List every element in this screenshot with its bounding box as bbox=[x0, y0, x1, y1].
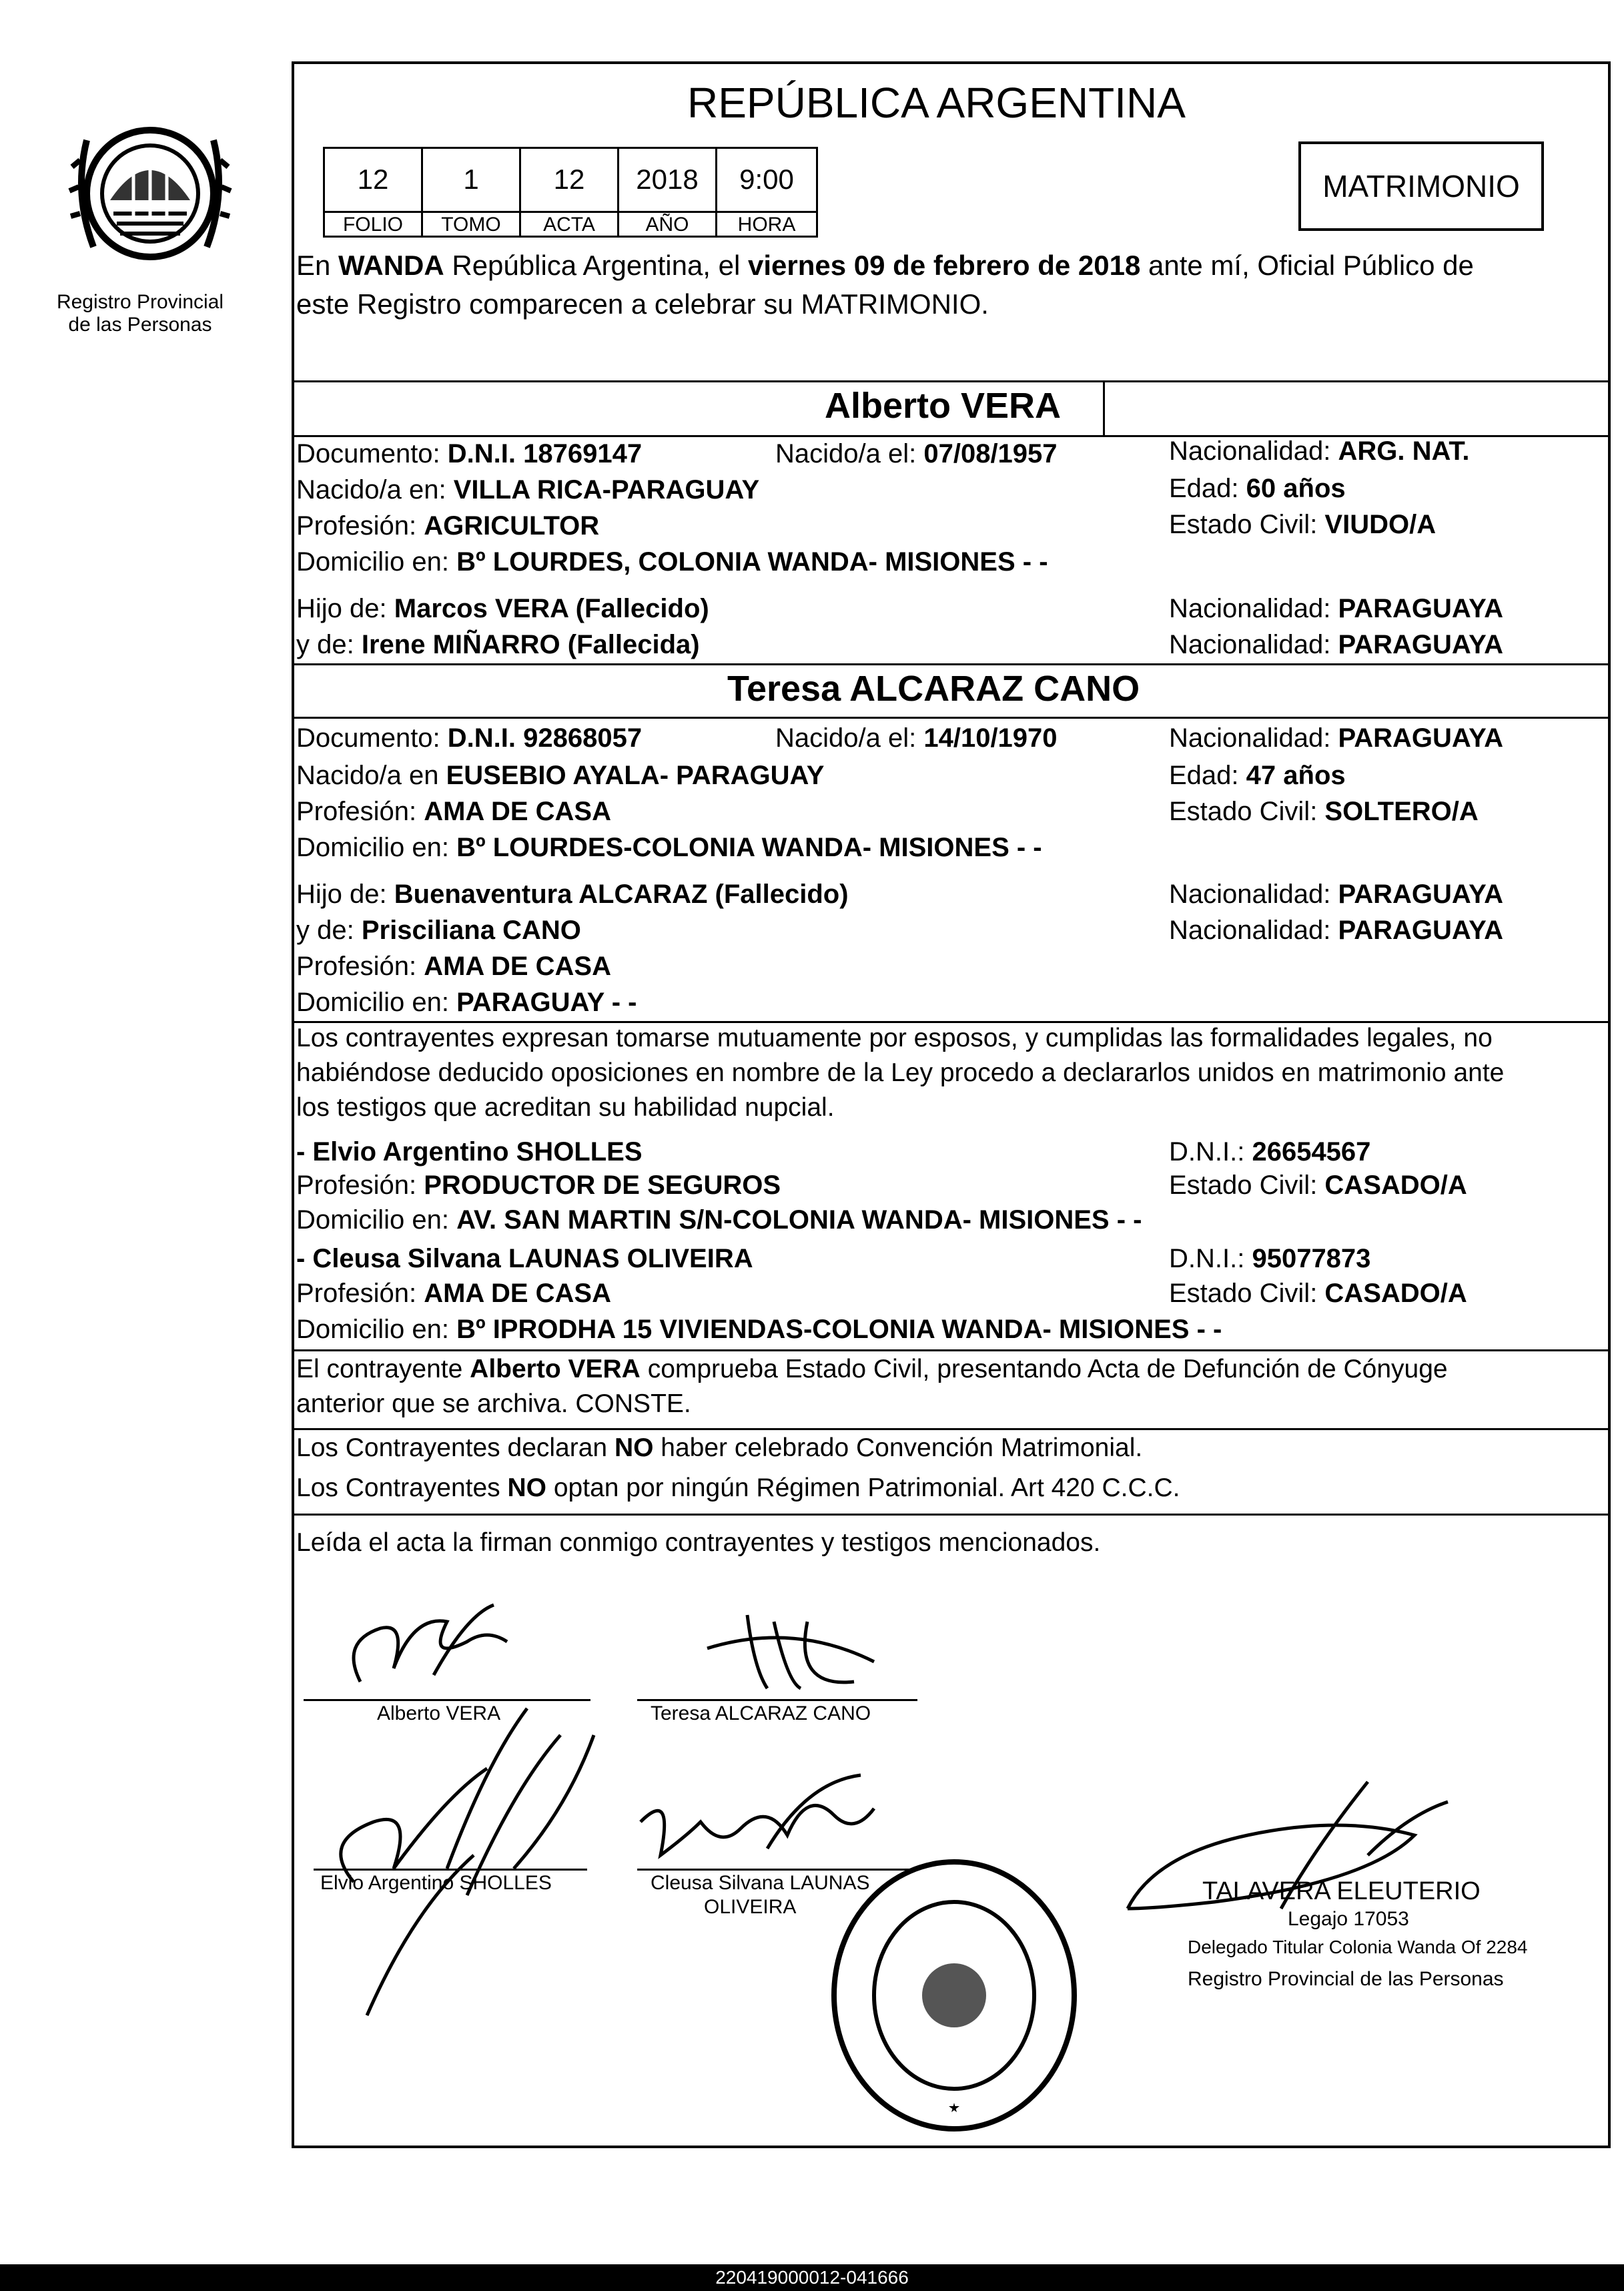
divider bbox=[292, 1349, 1611, 1351]
intro-line-1: En WANDA República Argentina, el viernes 09 de febrero de 2018 ante mí, Oficial Público de bbox=[296, 250, 1474, 281]
officer-registry: Registro Provincial de las Personas bbox=[1188, 1968, 1504, 1990]
statement-line-3: los testigos que acreditan su habilidad nupcial. bbox=[296, 1093, 835, 1122]
signature-bride-label: Teresa ALCARAZ CANO bbox=[651, 1702, 871, 1724]
groom-mother: y de: Irene MIÑARRO (Fallecida) bbox=[296, 630, 700, 659]
registry-name: Registro Provincial de las Personas bbox=[56, 291, 224, 336]
witness-1-name: - Elvio Argentino SHOLLES bbox=[296, 1137, 643, 1167]
witness-1-dni: D.N.I.: 26654567 bbox=[1169, 1137, 1371, 1167]
record-cell-hora: 9:00 HORA bbox=[715, 147, 818, 238]
groom-father: Hijo de: Marcos VERA (Fallecido) bbox=[296, 594, 709, 623]
record-type-box: MATRIMONIO bbox=[1298, 141, 1544, 231]
witness-2-address: Domicilio en: Bº IPRODHA 15 VIVIENDAS-COLONIA WANDA- MISIONES - - bbox=[296, 1315, 1222, 1344]
registry-seal-stamp bbox=[827, 1855, 1081, 2136]
bride-address: Domicilio en: Bº LOURDES-COLONIA WANDA- MISIONES - - bbox=[296, 833, 1042, 862]
bride-mother: y de: Prisciliana CANO bbox=[296, 916, 581, 945]
record-cell-folio: 12 FOLIO bbox=[323, 147, 423, 238]
witness-2-civil-status: Estado Civil: CASADO/A bbox=[1169, 1279, 1467, 1308]
groom-civil-status: Estado Civil: VIUDO/A bbox=[1169, 510, 1437, 539]
page-title: REPÚBLICA ARGENTINA bbox=[687, 79, 1186, 127]
signature-bride-scribble bbox=[694, 1608, 894, 1702]
divider bbox=[292, 1514, 1611, 1516]
signature-witness2-label-2: OLIVEIRA bbox=[704, 1896, 797, 1918]
bride-civil-status: Estado Civil: SOLTERO/A bbox=[1169, 797, 1479, 826]
witness-1-address: Domicilio en: AV. SAN MARTIN S/N-COLONIA WANDA- MISIONES - - bbox=[296, 1205, 1142, 1235]
intro-line-2: este Registro comparecen a celebrar su MATRIMONIO. bbox=[296, 288, 989, 320]
officer-name: TALAVERA ELEUTERIO bbox=[1202, 1877, 1481, 1905]
groom-profession: Profesión: AGRICULTOR bbox=[296, 511, 600, 541]
record-cell-ano: 2018 AÑO bbox=[617, 147, 717, 238]
bride-mother-nationality: Nacionalidad: PARAGUAYA bbox=[1169, 916, 1503, 945]
groom-address: Domicilio en: Bº LOURDES, COLONIA WANDA- MISIONES - - bbox=[296, 547, 1048, 577]
divider bbox=[292, 717, 1611, 719]
bride-parent-address: Domicilio en: PARAGUAY - - bbox=[296, 988, 637, 1017]
bride-father: Hijo de: Buenaventura ALCARAZ (Fallecido) bbox=[296, 880, 849, 909]
witness-1-profession: Profesión: PRODUCTOR DE SEGUROS bbox=[296, 1171, 781, 1200]
witness-2-profession: Profesión: AMA DE CASA bbox=[296, 1279, 611, 1308]
convention-line-1: Los Contrayentes declaran NO haber celebrado Convención Matrimonial. bbox=[296, 1433, 1143, 1462]
province-emblem bbox=[60, 100, 240, 287]
bride-document: Documento: D.N.I. 92868057 bbox=[296, 723, 643, 753]
closing-statement: Leída el acta la firman conmigo contrayentes y testigos mencionados. bbox=[296, 1528, 1101, 1557]
signature-line bbox=[637, 1699, 917, 1701]
groom-name: Alberto VERA bbox=[825, 386, 1062, 426]
bride-nationality: Nacionalidad: PARAGUAYA bbox=[1169, 723, 1503, 753]
divider bbox=[292, 1428, 1611, 1430]
groom-birth-place: Nacido/a en: VILLA RICA-PARAGUAY bbox=[296, 475, 760, 505]
bride-name: Teresa ALCARAZ CANO bbox=[727, 669, 1140, 709]
record-cell-acta: 12 ACTA bbox=[519, 147, 619, 238]
signature-groom-scribble bbox=[334, 1602, 587, 1702]
officer-title: Delegado Titular Colonia Wanda Of 2284 bbox=[1188, 1937, 1528, 1957]
signature-witness1-scribble bbox=[314, 1695, 627, 2029]
civil-proof-line-1: El contrayente Alberto VERA comprueba Estado Civil, presentando Acta de Defunción de Cónyuge bbox=[296, 1355, 1448, 1383]
divider bbox=[292, 663, 1611, 665]
bride-birth-place: Nacido/a en EUSEBIO AYALA- PARAGUAY bbox=[296, 761, 825, 790]
signature-witness1-label: Elvio Argentino SHOLLES bbox=[320, 1872, 552, 1894]
witness-2-dni: D.N.I.: 95077873 bbox=[1169, 1244, 1371, 1273]
witness-1-civil-status: Estado Civil: CASADO/A bbox=[1169, 1171, 1467, 1200]
statement-line-1: Los contrayentes expresan tomarse mutuamente por esposos, y cumplidas las formalidades legales, no bbox=[296, 1024, 1493, 1052]
convention-line-2: Los Contrayentes NO optan por ningún Régimen Patrimonial. Art 420 C.C.C. bbox=[296, 1474, 1180, 1502]
signature-line bbox=[314, 1869, 587, 1871]
divider bbox=[1103, 382, 1105, 435]
groom-age: Edad: 60 años bbox=[1169, 474, 1346, 503]
divider bbox=[292, 380, 1611, 382]
groom-birth-date: Nacido/a el: 07/08/1957 bbox=[775, 439, 1058, 468]
record-cell-tomo: 1 TOMO bbox=[421, 147, 521, 238]
document-barcode-id: 220419000012-041666 bbox=[0, 2264, 1624, 2291]
witness-2-name: - Cleusa Silvana LAUNAS OLIVEIRA bbox=[296, 1244, 753, 1273]
signature-witness2-label-1: Cleusa Silvana LAUNAS bbox=[651, 1872, 870, 1894]
bride-parent-profession: Profesión: AMA DE CASA bbox=[296, 952, 611, 981]
bride-birth-date: Nacido/a el: 14/10/1970 bbox=[775, 723, 1058, 753]
bride-father-nationality: Nacionalidad: PARAGUAYA bbox=[1169, 880, 1503, 909]
groom-mother-nationality: Nacionalidad: PARAGUAYA bbox=[1169, 630, 1503, 659]
bride-age: Edad: 47 años bbox=[1169, 761, 1346, 790]
bride-profession: Profesión: AMA DE CASA bbox=[296, 797, 611, 826]
officer-legajo: Legajo 17053 bbox=[1288, 1908, 1409, 1930]
signature-groom-label: Alberto VERA bbox=[377, 1702, 501, 1724]
groom-father-nationality: Nacionalidad: PARAGUAYA bbox=[1169, 594, 1503, 623]
civil-proof-line-2: anterior que se archiva. CONSTE. bbox=[296, 1389, 691, 1418]
groom-document: Documento: D.N.I. 18769147 bbox=[296, 439, 643, 468]
statement-line-2: habiéndose deducido oposiciones en nombre de la Ley procedo a declararlos unidos en matrimonio ante bbox=[296, 1058, 1505, 1087]
groom-nationality: Nacionalidad: ARG. NAT. bbox=[1169, 436, 1470, 466]
